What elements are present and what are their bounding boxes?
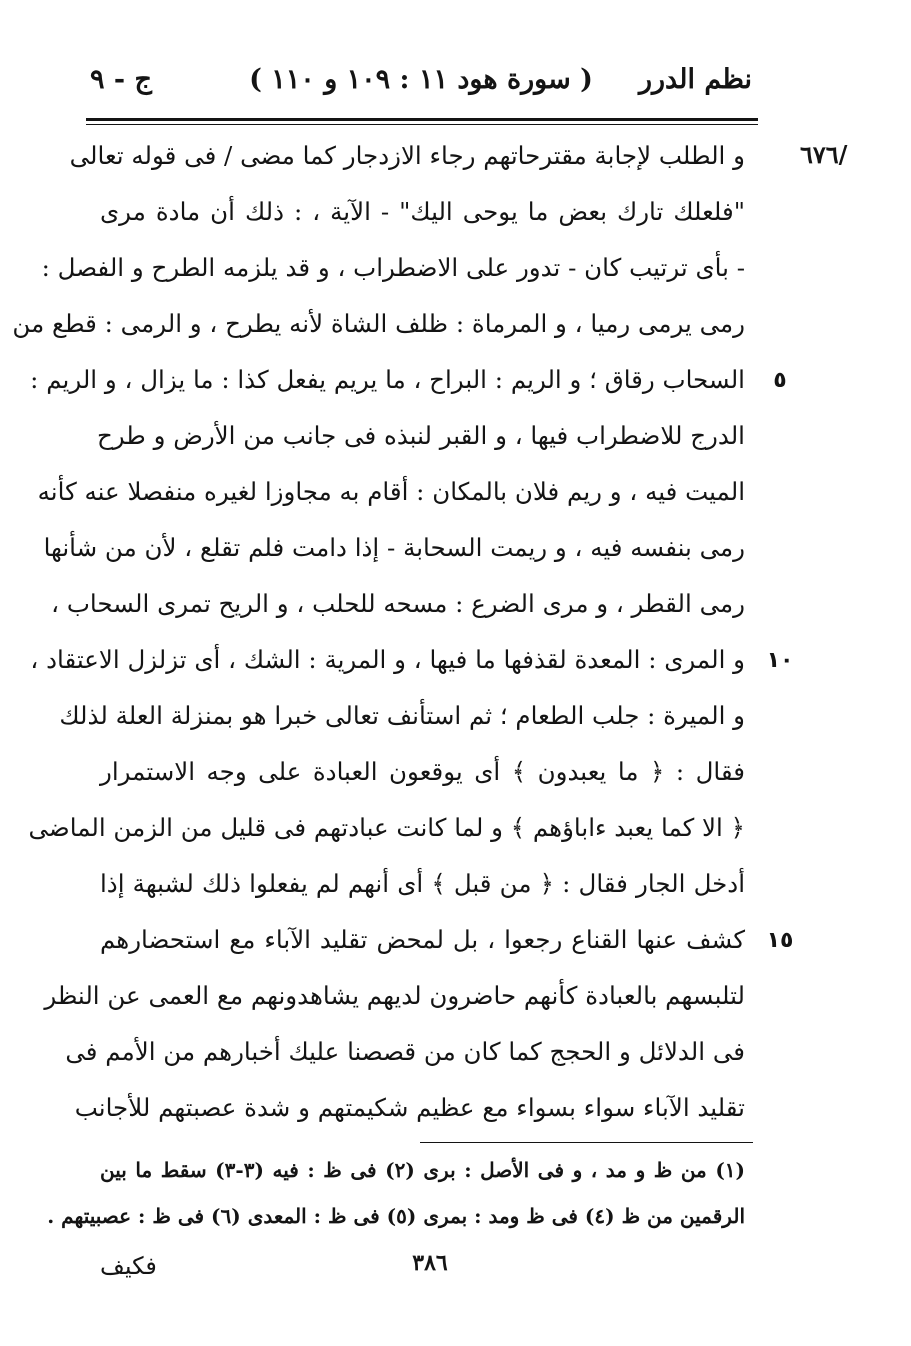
running-header	[90, 64, 752, 110]
text-line-11: و الميرة : جلب الطعام ؛ ثم استأنف تعالى خبرا هو بمنزلة العلة لذلك	[59, 701, 745, 730]
text-line-15: كشف عنها القناع رجعوا ، بل لمحض تقليد الآباء مع استحضارهم	[100, 925, 745, 954]
surah-reference: ( سورة هود ١١ : ١٠٩ و ١١٠ )	[249, 64, 593, 95]
line-number-5: ٥	[773, 368, 787, 393]
header-rule-thin	[86, 124, 758, 125]
footnote-line-2: الرقمين من ظ (٤) فى ظ ومد : بمرى (٥) فى ظ : المعدى (٦) فى ظ : عصبيتهم .	[47, 1204, 745, 1228]
page-number: ٣٨٦	[412, 1250, 448, 1276]
manuscript-folio-note: /٦٧٦	[800, 140, 848, 169]
text-line-12: فقال : ﴿ ما يعبدون ﴾ أى يوقعون العبادة على وجه الاستمرار	[100, 757, 745, 786]
catchword: فكيف	[100, 1252, 157, 1280]
footnote-separator	[420, 1142, 753, 1143]
book-title: نظم الدرر	[638, 64, 752, 95]
text-line-1: و الطلب لإجابة مقترحاتهم رجاء الازدجار كما مضى / فى قوله تعالى	[69, 141, 745, 170]
text-line-17: فى الدلائل و الحجج كما كان من قصصنا عليك أخبارهم من الأمم فى	[65, 1037, 745, 1066]
line-number-15: ١٥	[766, 928, 794, 953]
text-line-8: رمى بنفسه فيه ، و ريمت السحابة - إذا دامت فلم تقلع ، لأن من شأنها	[43, 533, 745, 562]
header-rule-thick	[86, 118, 758, 121]
text-line-9: رمى القطر ، و مرى الضرع : مسحه للحلب ، و الريح تمرى السحاب ،	[51, 589, 745, 618]
text-line-16: لتلبسهم بالعبادة كأنهم حاضرون لديهم يشاهدونهم مع العمى عن النظر	[44, 981, 745, 1010]
text-line-4: رمى يرمى رميا ، و المرماة : ظلف الشاة لأنه يطرح ، و الرمى : قطع من	[12, 309, 745, 338]
text-line-5: السحاب رقاق ؛ و الريم : البراح ، ما يريم يفعل كذا : ما يزال ، و الريم :	[30, 365, 745, 394]
text-line-13: ﴿ الا كما يعبد ءاباؤهم ﴾ و لما كانت عبادتهم فى قليل من الزمن الماضى	[28, 813, 745, 842]
text-line-14: أدخل الجار فقال : ﴿ من قبل ﴾ أى أنهم لم يفعلوا ذلك لشبهة إذا	[100, 869, 745, 898]
text-line-7: الميت فيه ، و ريم فلان بالمكان : أقام به مجاوزا لغيره منفصلا عنه كأنه	[37, 477, 745, 506]
text-line-10: و المرى : المعدة لقذفها ما فيها ، و المرية : الشك ، أى تزلزل الاعتقاد ،	[30, 645, 745, 674]
line-number-10: ١٠	[766, 648, 794, 673]
volume-number: ج - ٩	[90, 64, 152, 95]
footnote-line-1: (١) من ظ و مد ، و فى الأصل : برى (٢) فى ظ : فيه (٣-٣) سقط ما بين	[100, 1158, 746, 1182]
text-line-2: "فلعلك تارك بعض ما يوحى اليك" - الآية ، : ذلك أن مادة مرى	[100, 197, 745, 226]
text-line-6: الدرج للاضطراب فيها ، و القبر لنبذه فى جانب من الأرض و طرح	[96, 421, 745, 450]
text-line-3: - بأى ترتيب كان - تدور على الاضطراب ، و قد يلزمه الطرح و الفصل :	[41, 253, 745, 282]
text-line-18: تقليد الآباء سواء بسواء مع عظيم شكيمتهم و شدة عصبتهم للأجانب	[74, 1093, 745, 1122]
